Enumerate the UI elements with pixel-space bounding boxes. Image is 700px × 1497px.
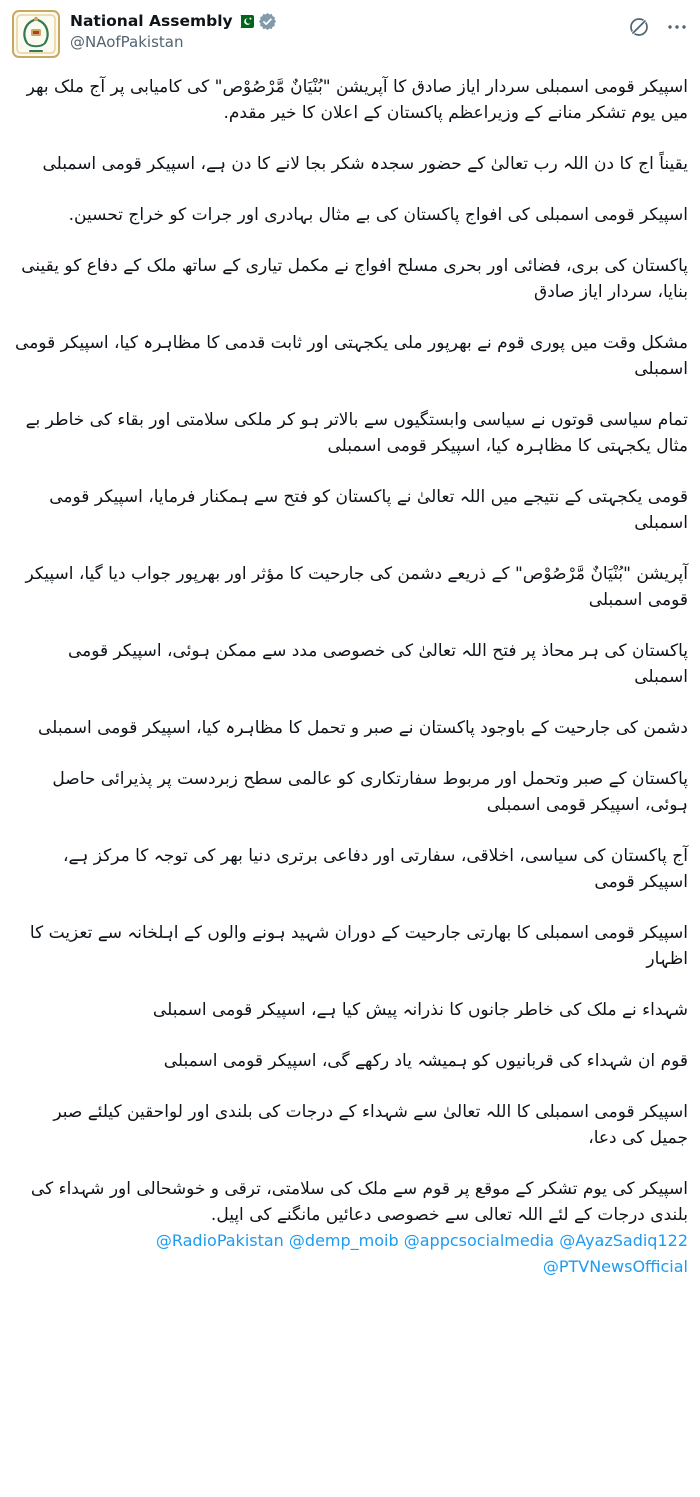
tweet-paragraph: اسپیکر قومی اسمبلی کا اللہ تعالیٰ سے شہداء کے درجات کی بلندی اور لواحقین کیلئے صبر جمیل کی دعا، [53,1102,688,1148]
tweet-paragraph: پاکستان کی ہر محاذ پر فتح اللہ تعالیٰ کی خصوصی مدد سے ممکن ہوئی، اسپیکر قومی اسمبلی [67,641,688,687]
verified-badge-icon [258,12,277,31]
tweet-paragraph: شہداء نے ملک کی خاطر جانوں کا نذرانہ پیش کیا ہے، اسپیکر قومی اسمبلی [152,1000,688,1020]
tweet-paragraph: پاکستان کی بری، فضائی اور بحری مسلح افواج نے مکمل تیاری کے ساتھ ملک کے دفاع کو یقینی بنایا، سردار ایاز صادق [21,256,688,302]
more-ellipsis-icon [666,16,688,38]
tweet-paragraph: مشکل وقت میں پوری قوم نے بھرپور ملی یکجہتی اور ثابت قدمی کا مظاہرہ کیا، اسپیکر قومی اسمبلی [15,333,688,379]
mention-row [12,1228,688,1254]
tweet-paragraph: قومی یکجہتی کے نتیجے میں اللہ تعالیٰ نے پاکستان کو فتح سے ہمکنار فرمایا، اسپیکر قومی اسمبلی [49,487,688,533]
tweet-paragraph: پاکستان کے صبر وتحمل اور مربوط سفارتکاری کو عالمی سطح زبردست پر پذیرائی حاصل ہوئی، اسپیکر قومی اسمبلی [52,769,688,815]
national-assembly-emblem-logo [12,10,60,58]
identity-block [70,10,628,52]
tweet-paragraph: آپریشن "بُنْیَانٌ مَّرْصُوْص" کے ذریعے دشمن کی جارحیت کا مؤثر اور بھرپور جواب دیا گیا، اسپیکر قومی اسمبلی [25,564,688,610]
mention-link[interactable]: @demp_moib [288,1231,399,1250]
tweet-paragraph: تمام سیاسی قوتوں نے سیاسی وابستگیوں سے بالاتر ہو کر ملکی سلامتی اور بقاء کی خاطر بے مثال یکجہتی کا مظاہرہ کیا، اسپیکر قومی اسمبلی [25,410,688,456]
tweet-paragraph: دشمن کی جارحیت کے باوجود پاکستان نے صبر و تحمل کا مظاہرہ کیا، اسپیکر قومی اسمبلی [38,718,688,738]
grok-button[interactable] [628,16,650,38]
display-name[interactable]: National Assembly [70,12,233,30]
tweet-paragraph: یقیناً اج کا دن اللہ رب تعالیٰ کے حضور سجدہ شکر بجا لانے کا دن ہے، اسپیکر قومی اسمبلی [42,154,688,174]
header-actions [628,10,688,38]
user-handle[interactable]: @NAofPakistan [70,33,184,51]
tweet-mentions [12,1228,688,1280]
tweet-header [12,10,688,58]
tweet-text [12,74,688,1228]
mention-link[interactable]: @AyazSadiq122 [559,1231,688,1250]
name-row [70,12,628,31]
mention-link[interactable]: @appcsocialmedia [403,1231,555,1250]
pakistan-flag-icon [237,15,254,28]
mention-row [12,1254,688,1280]
tweet-paragraph: اسپیکر کی یوم تشکر کے موقع پر قوم سے ملک کی سلامتی، ترقی و خوشحالی اور شہداء کی بلندی درجات کے لئے اللہ تعالی سے خصوصی دعائیں مانگنے کی اپیل. [30,1179,688,1225]
avatar[interactable] [12,10,60,58]
tweet-paragraph: آج پاکستان کی سیاسی، اخلاقی، سفارتی اور دفاعی برتری دنیا بھر کی توجہ کا مرکز ہے، اسپیکر قومی [62,846,688,892]
tweet-paragraph: اسپیکر قومی اسمبلی کا بھارتی جارحیت کے دوران شہید ہونے والوں کے اہلخانہ سے تعزیت کا اظہار [29,923,688,969]
tweet-paragraph: اسپیکر قومی اسمبلی سردار ایاز صادق کا آپریشن "بُنْیَانٌ مَّرْصُوْص" کی کامیابی پر آج ملک بھر میں یوم تشکر منانے کے وزیراعظم پاکستان کے اعلان کا خیر مقدم. [26,77,688,123]
mention-link[interactable]: @PTVNewsOfficial [542,1257,688,1276]
tweet-paragraph: اسپیکر قومی اسمبلی کی افواج پاکستان کی بے مثال بہادری اور جرات کو خراج تحسین. [68,205,688,225]
mention-link[interactable]: @RadioPakistan [155,1231,284,1250]
grok-circle-slash-icon [628,16,650,38]
tweet-paragraph: قوم ان شہداء کی قربانیوں کو ہمیشہ یاد رکھے گی، اسپیکر قومی اسمبلی [163,1051,688,1071]
more-button[interactable] [666,16,688,38]
